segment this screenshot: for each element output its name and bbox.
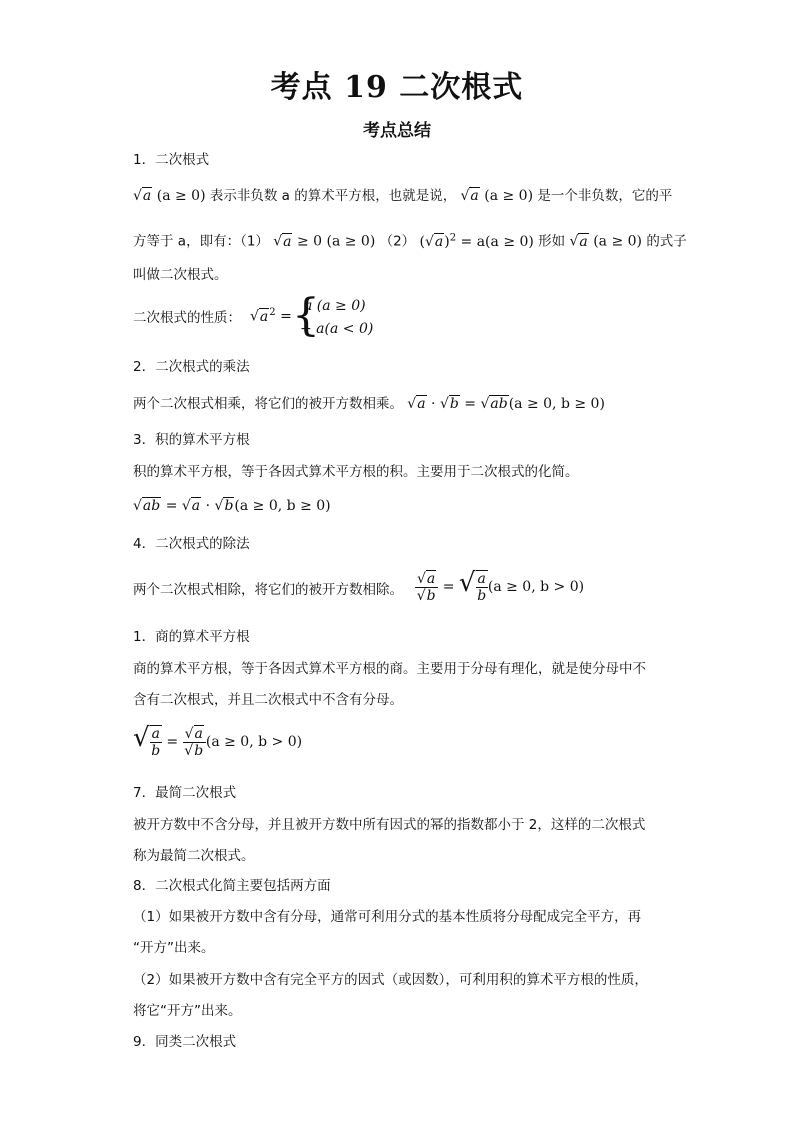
section-9-heading: 9．同类二次根式 <box>133 1034 237 1050</box>
section-1-text-2d: 的式子 <box>646 233 687 250</box>
section-5-line-2: 含有二次根式，并且二次根式中不含有分母。 <box>133 692 403 708</box>
section-2-heading: 2．二次根式的乘法 <box>133 359 250 375</box>
section-3-heading: 3．积的算术平方根 <box>133 432 250 448</box>
math-sqrt-a-cond-3: √a (a ≥ 0) <box>569 233 643 250</box>
section-7-heading: 7．最简二次根式 <box>133 785 237 801</box>
math-product-root: √ab = √a · √b(a ≥ 0, b ≥ 0) <box>133 498 331 514</box>
section-4-text: 两个二次根式相除，将它们的被开方数相除。 <box>133 582 403 598</box>
math-sqrt-a-cond-2: √a (a ≥ 0) <box>460 188 534 204</box>
math-sqrt-a-ge0: √a ≥ 0 (a ≥ 0) <box>273 233 376 250</box>
section-5-line-1: 商的算术平方根，等于各因式算术平方根的商。主要用于分母有理化，就是使分母中不 <box>133 661 646 677</box>
math-division-rule: $\frac{√a}{√b}$ = √ $\frac{a}{b}$ (a ≥ 0, b > 0) <box>416 568 585 604</box>
case-1: a (a ≥ 0) <box>304 298 366 314</box>
section-2-line <box>133 394 605 414</box>
section-8-line-3: （2）如果被开方数中含有完全平方的因式（或因数），可利用积的算术平方根的性质， <box>133 972 648 988</box>
section-7-line-2: 称为最简二次根式。 <box>133 848 255 864</box>
section-1-text-2a: 方等于 a，即有：（1） <box>133 233 269 250</box>
page-subtitle: 考点总结 <box>363 121 431 141</box>
case-2: − a(a < 0) <box>300 321 374 337</box>
math-product-rule: √a · √b = √ab(a ≥ 0, b ≥ 0) <box>407 396 605 412</box>
brace-icon: { <box>292 290 320 341</box>
section-8-line-4: 将它“开方”出来。 <box>133 1003 242 1019</box>
section-4-heading: 4．二次根式的除法 <box>133 536 250 552</box>
section-1-text-1b: 是一个非负数，它的平 <box>537 188 673 204</box>
math-sqrt-a-cond: √a (a ≥ 0) <box>133 188 206 204</box>
page-title: 考点 19 二次根式 <box>270 70 524 105</box>
math-sqrt-a-squared-eq: $√a^2$ = <box>250 307 292 325</box>
section-1-line-2 <box>133 228 687 252</box>
section-8-line-2: “开方”出来。 <box>133 940 215 956</box>
section-1-text-1a: 表示非负数 a 的算术平方根，也就是说， <box>209 188 457 204</box>
section-3-text: 积的算术平方根，等于各因式算术平方根的积。主要用于二次根式的化简。 <box>133 464 579 480</box>
section-1-heading: 1．二次根式 <box>133 152 210 168</box>
section-5-heading: 1．商的算术平方根 <box>133 629 250 645</box>
section-1-line-1 <box>133 186 672 206</box>
property-label: 二次根式的性质： <box>133 310 241 326</box>
section-8-line-1: （1）如果被开方数中含有分母，通常可利用分式的基本性质将分母配成完全平方，再 <box>133 909 642 925</box>
section-8-heading: 8．二次根式化简主要包括两方面 <box>133 878 331 894</box>
section-7-line-1: 被开方数中不含分母，并且被开方数中所有因式的幂的指数都小于 2，这样的二次根式 <box>133 817 646 833</box>
math-quotient-root: √ $\frac{a}{b}$ = $\frac{√a}{√b}$ (a ≥ 0, b > 0) <box>133 723 303 759</box>
section-1-text-2c: 形如 <box>538 233 566 250</box>
section-1-text-2b: （2） <box>379 233 416 250</box>
section-2-text: 两个二次根式相乘，将它们的被开方数相乘。 <box>133 396 403 412</box>
math-sqrt-a-squared: $(√a)^2 = a(a \ge 0)$ <box>419 232 534 250</box>
section-1-line-3: 叫做二次根式。 <box>133 267 228 283</box>
